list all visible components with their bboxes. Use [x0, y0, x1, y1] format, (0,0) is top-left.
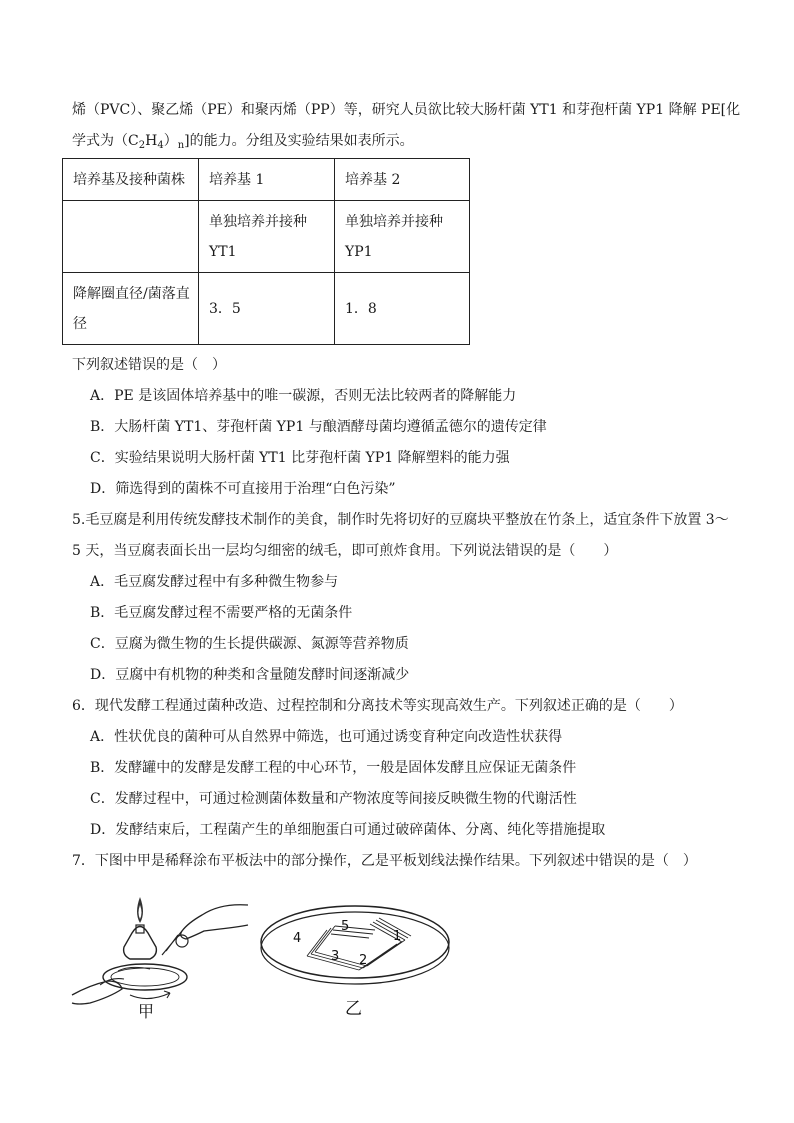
streak-number-5: 5: [341, 919, 350, 934]
figure-jia-spreading: [70, 885, 250, 1020]
streak-region-5: [331, 926, 375, 938]
table-header-row: [63, 159, 470, 201]
streak-number-1: 1: [393, 929, 402, 944]
streak-number-2: 2: [359, 953, 368, 968]
cell-text: 单独培养并接种: [209, 213, 307, 230]
cell-text: 降解圈直径/菌落直: [73, 285, 190, 302]
table-header-cell: 培养基 1: [199, 159, 335, 201]
table-cell: 3．5: [199, 273, 335, 345]
q6-option-c: C．发酵过程中，可通过检测菌体数量和产物浓度等间接反映微生物的代谢活性: [90, 791, 577, 807]
q5-stem-line-2: 5 天，当豆腐表面长出一层均匀细密的绒毛，即可煎炸食用。下列说法错误的是（ ）: [72, 543, 618, 559]
q6-option-d: D．发酵结束后，工程菌产生的单细胞蛋白可通过破碎菌体、分离、纯化等措施提取: [90, 822, 606, 838]
table-header-cell: 培养基及接种菌株: [63, 159, 199, 201]
subscript-2: 2: [138, 140, 146, 151]
cell-text: 单独培养并接种: [345, 213, 443, 230]
intro-line-2: [72, 131, 414, 156]
q4-option-a: A．PE 是该固体培养基中的唯一碳源，否则无法比较两者的降解能力: [90, 388, 517, 404]
q4-option-c: C．实验结果说明大肠杆菌 YT1 比芽孢杆菌 YP1 降解塑料的能力强: [90, 450, 510, 466]
cell-text: YP1: [345, 243, 373, 260]
intro-line-2-prefix: 学式为（C: [72, 133, 139, 149]
subscript-4: 4: [157, 140, 164, 151]
table-cell: [335, 201, 470, 273]
table-row: [63, 273, 470, 345]
streak-number-4: 4: [293, 931, 302, 946]
petri-dish-inner: [111, 968, 179, 986]
cell-text: YT1: [209, 243, 237, 260]
table-cell: [63, 273, 199, 345]
intro-line-2-close: ）: [163, 133, 178, 149]
cell-text: 径: [73, 315, 87, 332]
table-cell: [199, 201, 335, 273]
q6-option-b: B．发酵罐中的发酵是发酵工程的中心环节，一般是固体发酵且应保证无菌条件: [90, 760, 577, 776]
results-table: [62, 158, 470, 345]
q5-option-c: C．豆腐为微生物的生长提供碳源、氮源等营养物质: [90, 636, 409, 652]
rotation-arrow-icon: [130, 993, 170, 999]
table-row: [63, 201, 470, 273]
intro-line-1: 烯（PVC）、聚乙烯（PE）和聚丙烯（PP）等，研究人员欲比较大肠杆菌 YT1 和芽孢杆菌 YP1 降解 PE[化: [72, 102, 741, 118]
intro-line-2-suffix: ]的能力。分组及实验结果如表所示。: [184, 133, 414, 149]
q4-stem: 下列叙述错误的是（ ）: [72, 357, 226, 373]
figure-yi-streak-plate: [255, 900, 455, 1020]
q4-option-b: B．大肠杆菌 YT1、芽孢杆菌 YP1 与酿酒酵母菌均遵循孟德尔的遗传定律: [90, 419, 547, 435]
figure-yi-label: 乙: [345, 999, 362, 1019]
q5-stem-line-1: 5.毛豆腐是利用传统发酵技术制作的美食，制作时先将切好的豆腐块平整放在竹条上，适宜条件下放置 3～: [72, 512, 729, 528]
figure-jia-label: 甲: [138, 1002, 155, 1020]
spreader-icon: [162, 931, 182, 955]
table-cell: 1．8: [335, 273, 470, 345]
q5-option-a: A．毛豆腐发酵过程中有多种微生物参与: [90, 574, 339, 590]
intro-line-2-h: H: [145, 133, 158, 149]
q7-stem: 7．下图中甲是稀释涂布平板法中的部分操作，乙是平板划线法操作结果。下列叙述中错误的是（ ）: [72, 853, 697, 869]
streak-region-1: [370, 918, 411, 942]
table-cell-empty: [63, 201, 199, 273]
q5-option-d: D．豆腐中有机物的种类和含量随发酵时间逐渐减少: [90, 667, 410, 683]
subscript-n: n: [177, 140, 185, 151]
right-hand: [181, 905, 248, 939]
plate-rim-lower: [261, 912, 449, 984]
streak-number-3: 3: [331, 949, 340, 964]
q6-stem: 6．现代发酵工程通过菌种改造、过程控制和分离技术等实现高效生产。下列叙述正确的是（ ）: [72, 698, 683, 714]
q6-option-a: A．性状优良的菌种可从自然界中筛选，也可通过诱变育种定向改造性状获得: [90, 729, 563, 745]
q4-option-d: D．筛选得到的菌株不可直接用于治理“白色污染”: [90, 481, 396, 497]
alcohol-lamp-body: [124, 927, 157, 960]
left-hand: [72, 981, 122, 1004]
q5-option-b: B．毛豆腐发酵过程不需要严格的无菌条件: [90, 605, 353, 621]
table-header-cell: 培养基 2: [335, 159, 470, 201]
plate-rim: [261, 906, 449, 978]
